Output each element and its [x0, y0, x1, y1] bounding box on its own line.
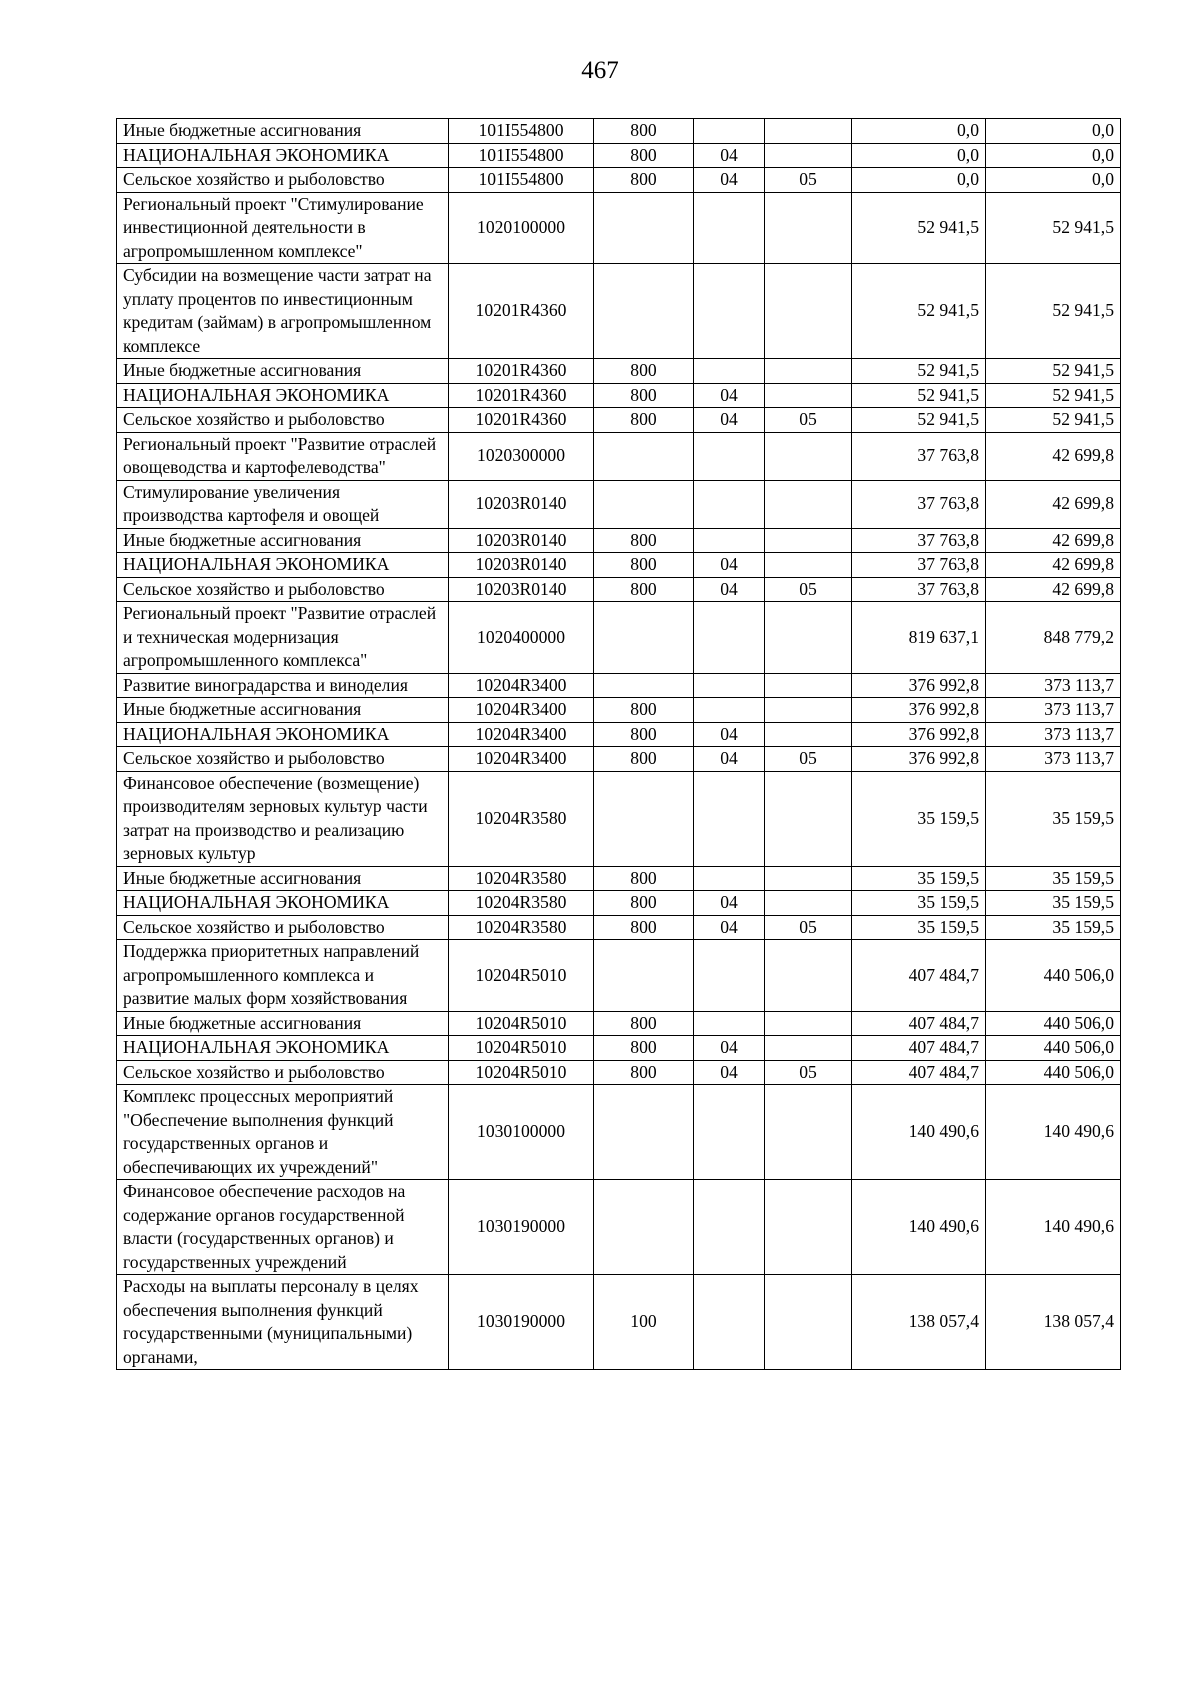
- row-name: Сельское хозяйство и рыболовство: [117, 747, 449, 772]
- row-target-article: 10201R4360: [449, 383, 594, 408]
- row-name: Стимулирование увеличения производства картофеля и овощей: [117, 480, 449, 528]
- row-expense-type: 100: [594, 1275, 694, 1370]
- row-target-article: 1020100000: [449, 192, 594, 264]
- row-target-article: 10204R3400: [449, 722, 594, 747]
- row-subsection: [765, 602, 852, 674]
- row-section: [694, 1180, 765, 1275]
- row-subsection: [765, 192, 852, 264]
- row-name: Сельское хозяйство и рыболовство: [117, 577, 449, 602]
- row-expense-type: [594, 1180, 694, 1275]
- table-row: [117, 866, 1121, 891]
- row-sum-year2: 35 159,5: [986, 891, 1121, 916]
- row-expense-type: 800: [594, 1060, 694, 1085]
- table-row: [117, 1180, 1121, 1275]
- row-sum-year2: 42 699,8: [986, 432, 1121, 480]
- row-section: [694, 698, 765, 723]
- row-subsection: [765, 698, 852, 723]
- row-subsection: 05: [765, 915, 852, 940]
- row-subsection: [765, 1011, 852, 1036]
- row-section: [694, 771, 765, 866]
- row-expense-type: 800: [594, 577, 694, 602]
- row-sum-year1: 35 159,5: [852, 891, 986, 916]
- row-name: НАЦИОНАЛЬНАЯ ЭКОНОМИКА: [117, 553, 449, 578]
- row-sum-year1: 52 941,5: [852, 359, 986, 384]
- row-section: 04: [694, 722, 765, 747]
- table-row: [117, 528, 1121, 553]
- row-target-article: 10204R3400: [449, 673, 594, 698]
- row-section: [694, 602, 765, 674]
- row-sum-year1: 52 941,5: [852, 383, 986, 408]
- row-name: Иные бюджетные ассигнования: [117, 359, 449, 384]
- row-name: Субсидии на возмещение части затрат на уплату процентов по инвестиционным кредитам (займам) в агропромышленном комплексе: [117, 264, 449, 359]
- row-name: Развитие виноградарства и виноделия: [117, 673, 449, 698]
- row-section: 04: [694, 747, 765, 772]
- table-row: [117, 577, 1121, 602]
- row-expense-type: [594, 1085, 694, 1180]
- row-target-article: 10201R4360: [449, 264, 594, 359]
- table-row: [117, 553, 1121, 578]
- row-subsection: [765, 480, 852, 528]
- row-subsection: 05: [765, 1060, 852, 1085]
- row-sum-year2: 440 506,0: [986, 1011, 1121, 1036]
- row-target-article: 10201R4360: [449, 359, 594, 384]
- row-sum-year2: 35 159,5: [986, 771, 1121, 866]
- table-row: [117, 1085, 1121, 1180]
- row-subsection: 05: [765, 577, 852, 602]
- row-sum-year1: 37 763,8: [852, 528, 986, 553]
- row-target-article: 1030100000: [449, 1085, 594, 1180]
- row-section: [694, 1085, 765, 1180]
- row-sum-year1: 52 941,5: [852, 192, 986, 264]
- row-section: 04: [694, 577, 765, 602]
- table-row: [117, 168, 1121, 193]
- row-expense-type: [594, 264, 694, 359]
- table-row: [117, 602, 1121, 674]
- row-section: [694, 673, 765, 698]
- row-sum-year1: 819 637,1: [852, 602, 986, 674]
- row-sum-year1: 0,0: [852, 143, 986, 168]
- row-section: [694, 866, 765, 891]
- row-name: Иные бюджетные ассигнования: [117, 866, 449, 891]
- row-name: Сельское хозяйство и рыболовство: [117, 915, 449, 940]
- row-sum-year1: 35 159,5: [852, 915, 986, 940]
- row-section: 04: [694, 1036, 765, 1061]
- row-target-article: 1030190000: [449, 1275, 594, 1370]
- row-sum-year1: 37 763,8: [852, 480, 986, 528]
- row-expense-type: 800: [594, 168, 694, 193]
- row-section: 04: [694, 1060, 765, 1085]
- budget-table-body: [117, 119, 1121, 1370]
- row-subsection: [765, 722, 852, 747]
- table-row: [117, 480, 1121, 528]
- table-row: [117, 698, 1121, 723]
- row-expense-type: [594, 940, 694, 1012]
- row-name: Финансовое обеспечение (возмещение) производителям зерновых культур части затрат на производство и реализацию зерновых культур: [117, 771, 449, 866]
- row-expense-type: 800: [594, 359, 694, 384]
- row-expense-type: [594, 432, 694, 480]
- row-name: Комплекс процессных мероприятий "Обеспечение выполнения функций государственных органов и обеспечивающих их учреждений": [117, 1085, 449, 1180]
- row-sum-year1: 138 057,4: [852, 1275, 986, 1370]
- row-expense-type: [594, 673, 694, 698]
- row-subsection: [765, 1036, 852, 1061]
- row-name: Сельское хозяйство и рыболовство: [117, 408, 449, 433]
- row-section: [694, 480, 765, 528]
- row-target-article: 10204R3580: [449, 866, 594, 891]
- row-sum-year2: 35 159,5: [986, 866, 1121, 891]
- row-name: Иные бюджетные ассигнования: [117, 528, 449, 553]
- row-sum-year2: 35 159,5: [986, 915, 1121, 940]
- row-name: НАЦИОНАЛЬНАЯ ЭКОНОМИКА: [117, 383, 449, 408]
- row-expense-type: 800: [594, 747, 694, 772]
- row-target-article: 10204R3580: [449, 915, 594, 940]
- row-section: [694, 1011, 765, 1036]
- row-expense-type: 800: [594, 891, 694, 916]
- row-subsection: [765, 528, 852, 553]
- row-expense-type: 800: [594, 1011, 694, 1036]
- row-sum-year1: 52 941,5: [852, 264, 986, 359]
- row-name: Региональный проект "Развитие отраслей и техническая модернизация агропромышленного комплекса": [117, 602, 449, 674]
- row-subsection: [765, 866, 852, 891]
- row-expense-type: 800: [594, 528, 694, 553]
- row-section: [694, 264, 765, 359]
- row-sum-year2: 42 699,8: [986, 577, 1121, 602]
- row-section: [694, 1275, 765, 1370]
- row-subsection: [765, 891, 852, 916]
- budget-table: [116, 118, 1121, 1370]
- row-section: [694, 359, 765, 384]
- row-expense-type: 800: [594, 1036, 694, 1061]
- row-sum-year2: 440 506,0: [986, 940, 1121, 1012]
- row-section: [694, 192, 765, 264]
- row-target-article: 10204R3400: [449, 698, 594, 723]
- row-sum-year2: 0,0: [986, 119, 1121, 144]
- row-expense-type: [594, 771, 694, 866]
- row-name: Финансовое обеспечение расходов на содержание органов государственной власти (государственных органов) и государственных учреждений: [117, 1180, 449, 1275]
- row-section: 04: [694, 143, 765, 168]
- row-sum-year1: 0,0: [852, 168, 986, 193]
- table-row: [117, 143, 1121, 168]
- row-sum-year2: 52 941,5: [986, 383, 1121, 408]
- row-section: 04: [694, 915, 765, 940]
- row-name: Иные бюджетные ассигнования: [117, 698, 449, 723]
- row-section: 04: [694, 383, 765, 408]
- row-name: Иные бюджетные ассигнования: [117, 119, 449, 144]
- row-sum-year2: 140 490,6: [986, 1085, 1121, 1180]
- row-sum-year2: 52 941,5: [986, 192, 1121, 264]
- row-target-article: 10204R5010: [449, 1011, 594, 1036]
- page-number: 467: [581, 57, 619, 84]
- row-sum-year1: 376 992,8: [852, 722, 986, 747]
- row-section: [694, 119, 765, 144]
- row-sum-year1: 35 159,5: [852, 771, 986, 866]
- row-subsection: [765, 119, 852, 144]
- row-sum-year2: 373 113,7: [986, 698, 1121, 723]
- table-row: [117, 915, 1121, 940]
- table-row: [117, 192, 1121, 264]
- row-section: [694, 940, 765, 1012]
- row-expense-type: [594, 192, 694, 264]
- row-sum-year1: 407 484,7: [852, 940, 986, 1012]
- row-section: 04: [694, 891, 765, 916]
- row-expense-type: 800: [594, 383, 694, 408]
- row-section: 04: [694, 168, 765, 193]
- row-sum-year1: 140 490,6: [852, 1180, 986, 1275]
- row-expense-type: [594, 480, 694, 528]
- row-target-article: 10201R4360: [449, 408, 594, 433]
- row-sum-year2: 373 113,7: [986, 673, 1121, 698]
- row-target-article: 10204R5010: [449, 1060, 594, 1085]
- row-subsection: [765, 673, 852, 698]
- row-expense-type: 800: [594, 119, 694, 144]
- row-subsection: [765, 1085, 852, 1180]
- row-target-article: 101I554800: [449, 119, 594, 144]
- row-name: Сельское хозяйство и рыболовство: [117, 168, 449, 193]
- table-row: [117, 359, 1121, 384]
- row-subsection: [765, 771, 852, 866]
- table-row: [117, 747, 1121, 772]
- row-subsection: [765, 383, 852, 408]
- row-sum-year2: 373 113,7: [986, 747, 1121, 772]
- row-expense-type: 800: [594, 553, 694, 578]
- row-name: Иные бюджетные ассигнования: [117, 1011, 449, 1036]
- table-row: [117, 891, 1121, 916]
- row-section: [694, 432, 765, 480]
- row-target-article: 10204R3580: [449, 771, 594, 866]
- table-row: [117, 432, 1121, 480]
- row-subsection: [765, 940, 852, 1012]
- row-sum-year1: 376 992,8: [852, 698, 986, 723]
- row-sum-year1: 407 484,7: [852, 1036, 986, 1061]
- row-subsection: [765, 1180, 852, 1275]
- table-row: [117, 1060, 1121, 1085]
- row-sum-year2: 42 699,8: [986, 528, 1121, 553]
- row-sum-year2: 140 490,6: [986, 1180, 1121, 1275]
- row-sum-year1: 376 992,8: [852, 673, 986, 698]
- table-row: [117, 264, 1121, 359]
- row-target-article: 1020400000: [449, 602, 594, 674]
- row-section: [694, 528, 765, 553]
- table-row: [117, 408, 1121, 433]
- row-subsection: [765, 1275, 852, 1370]
- row-name: Поддержка приоритетных направлений агропромышленного комплекса и развитие малых форм хозяйствования: [117, 940, 449, 1012]
- row-sum-year1: 37 763,8: [852, 432, 986, 480]
- row-sum-year2: 52 941,5: [986, 359, 1121, 384]
- row-sum-year1: 407 484,7: [852, 1060, 986, 1085]
- table-row: [117, 1275, 1121, 1370]
- row-sum-year2: 373 113,7: [986, 722, 1121, 747]
- row-target-article: 10203R0140: [449, 553, 594, 578]
- row-expense-type: 800: [594, 698, 694, 723]
- row-target-article: 101I554800: [449, 168, 594, 193]
- row-sum-year2: 0,0: [986, 143, 1121, 168]
- table-row: [117, 722, 1121, 747]
- row-sum-year2: 440 506,0: [986, 1036, 1121, 1061]
- row-sum-year2: 440 506,0: [986, 1060, 1121, 1085]
- row-expense-type: 800: [594, 915, 694, 940]
- row-target-article: 10203R0140: [449, 480, 594, 528]
- row-sum-year2: 138 057,4: [986, 1275, 1121, 1370]
- row-sum-year1: 0,0: [852, 119, 986, 144]
- row-name: Региональный проект "Стимулирование инвестиционной деятельности в агропромышленном комплексе": [117, 192, 449, 264]
- row-subsection: [765, 264, 852, 359]
- row-sum-year2: 42 699,8: [986, 480, 1121, 528]
- row-subsection: [765, 432, 852, 480]
- row-subsection: [765, 359, 852, 384]
- row-sum-year1: 376 992,8: [852, 747, 986, 772]
- table-row: [117, 940, 1121, 1012]
- row-target-article: 1030190000: [449, 1180, 594, 1275]
- row-target-article: 1020300000: [449, 432, 594, 480]
- table-row: [117, 1011, 1121, 1036]
- row-sum-year2: 52 941,5: [986, 408, 1121, 433]
- row-target-article: 10204R5010: [449, 1036, 594, 1061]
- row-sum-year1: 37 763,8: [852, 553, 986, 578]
- row-subsection: [765, 143, 852, 168]
- table-row: [117, 383, 1121, 408]
- row-section: 04: [694, 408, 765, 433]
- row-subsection: 05: [765, 408, 852, 433]
- row-name: НАЦИОНАЛЬНАЯ ЭКОНОМИКА: [117, 143, 449, 168]
- row-target-article: 10204R3400: [449, 747, 594, 772]
- row-sum-year2: 42 699,8: [986, 553, 1121, 578]
- row-sum-year1: 407 484,7: [852, 1011, 986, 1036]
- table-row: [117, 119, 1121, 144]
- row-sum-year2: 0,0: [986, 168, 1121, 193]
- row-name: Сельское хозяйство и рыболовство: [117, 1060, 449, 1085]
- row-subsection: 05: [765, 747, 852, 772]
- row-name: НАЦИОНАЛЬНАЯ ЭКОНОМИКА: [117, 1036, 449, 1061]
- row-subsection: [765, 553, 852, 578]
- row-name: Региональный проект "Развитие отраслей овощеводства и картофелеводства": [117, 432, 449, 480]
- row-target-article: 101I554800: [449, 143, 594, 168]
- row-sum-year1: 140 490,6: [852, 1085, 986, 1180]
- row-expense-type: 800: [594, 722, 694, 747]
- row-expense-type: 800: [594, 866, 694, 891]
- row-sum-year2: 848 779,2: [986, 602, 1121, 674]
- row-name: НАЦИОНАЛЬНАЯ ЭКОНОМИКА: [117, 891, 449, 916]
- row-section: 04: [694, 553, 765, 578]
- row-expense-type: [594, 602, 694, 674]
- row-target-article: 10204R3580: [449, 891, 594, 916]
- row-expense-type: 800: [594, 408, 694, 433]
- table-row: [117, 771, 1121, 866]
- row-subsection: 05: [765, 168, 852, 193]
- row-target-article: 10204R5010: [449, 940, 594, 1012]
- row-sum-year1: 52 941,5: [852, 408, 986, 433]
- table-row: [117, 1036, 1121, 1061]
- row-target-article: 10203R0140: [449, 577, 594, 602]
- row-name: Расходы на выплаты персоналу в целях обеспечения выполнения функций государственными (муниципальными) органами,: [117, 1275, 449, 1370]
- row-target-article: 10203R0140: [449, 528, 594, 553]
- row-sum-year2: 52 941,5: [986, 264, 1121, 359]
- row-name: НАЦИОНАЛЬНАЯ ЭКОНОМИКА: [117, 722, 449, 747]
- table-row: [117, 673, 1121, 698]
- row-sum-year1: 35 159,5: [852, 866, 986, 891]
- row-expense-type: 800: [594, 143, 694, 168]
- row-sum-year1: 37 763,8: [852, 577, 986, 602]
